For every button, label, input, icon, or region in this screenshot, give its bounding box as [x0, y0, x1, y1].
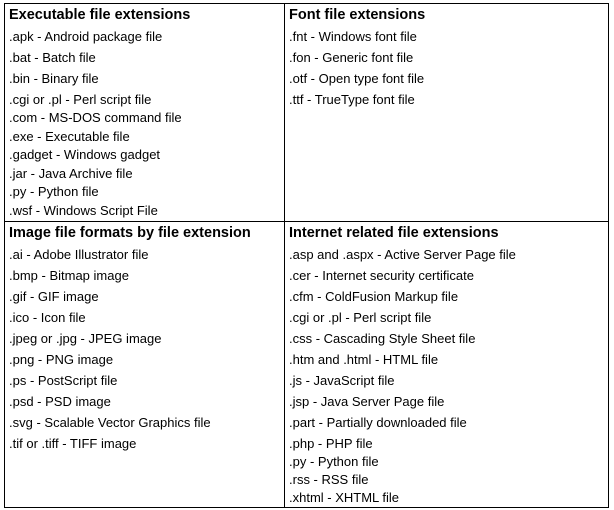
list-item: .otf - Open type font file: [289, 71, 425, 86]
list-item: .jsp - Java Server Page file: [289, 394, 445, 409]
list-item: .png - PNG image: [9, 352, 114, 367]
list-item: .svg - Scalable Vector Graphics file: [9, 415, 211, 430]
list-item: .ps - PostScript file: [9, 373, 118, 388]
list-item: .cfm - ColdFusion Markup file: [289, 289, 459, 304]
list-item: .cgi or .pl - Perl script file: [289, 310, 432, 325]
list-item: .jpeg or .jpg - JPEG image: [9, 331, 162, 346]
list-item: .exe - Executable file: [9, 129, 130, 144]
list-item: .htm and .html - HTML file: [289, 352, 439, 367]
list-item: .gadget - Windows gadget: [9, 147, 161, 162]
list-item: .psd - PSD image: [9, 394, 111, 409]
internet-cell: [285, 222, 609, 508]
list-item: .js - JavaScript file: [289, 373, 395, 388]
executable-cell: [5, 4, 284, 221]
list-item: .bmp - Bitmap image: [9, 268, 129, 283]
image-cell: [5, 222, 284, 508]
list-item: .apk - Android package file: [9, 29, 163, 44]
list-item: .cer - Internet security certificate: [289, 268, 474, 283]
list-item: .py - Python file: [289, 454, 379, 469]
list-item: .php - PHP file: [289, 436, 373, 451]
list-item: .part - Partially downloaded file: [289, 415, 467, 430]
list-item: .fon - Generic font file: [289, 50, 414, 65]
list-item: .py - Python file: [9, 184, 99, 199]
font-heading: Font file extensions: [289, 7, 426, 23]
list-item: .bat - Batch file: [9, 50, 96, 65]
list-item: .com - MS-DOS command file: [9, 110, 182, 125]
font-cell: [285, 4, 609, 221]
list-item: .css - Cascading Style Sheet file: [289, 331, 476, 346]
list-item: .wsf - Windows Script File: [9, 203, 158, 218]
list-item: .ai - Adobe Illustrator file: [9, 247, 149, 262]
executable-heading: Executable file extensions: [9, 7, 191, 23]
list-item: .cgi or .pl - Perl script file: [9, 92, 152, 107]
image-heading: Image file formats by file extension: [9, 225, 251, 241]
list-item: .jar - Java Archive file: [9, 166, 133, 181]
list-item: .fnt - Windows font file: [289, 29, 417, 44]
list-item: .rss - RSS file: [289, 472, 369, 487]
list-item: .bin - Binary file: [9, 71, 99, 86]
list-item: .xhtml - XHTML file: [289, 490, 400, 505]
list-item: .gif - GIF image: [9, 289, 99, 304]
list-item: .ico - Icon file: [9, 310, 86, 325]
internet-heading: Internet related file extensions: [289, 225, 499, 241]
list-item: .asp and .aspx - Active Server Page file: [289, 247, 516, 262]
extensions-table: [4, 3, 609, 508]
list-item: .tif or .tiff - TIFF image: [9, 436, 137, 451]
list-item: .ttf - TrueType font file: [289, 92, 415, 107]
